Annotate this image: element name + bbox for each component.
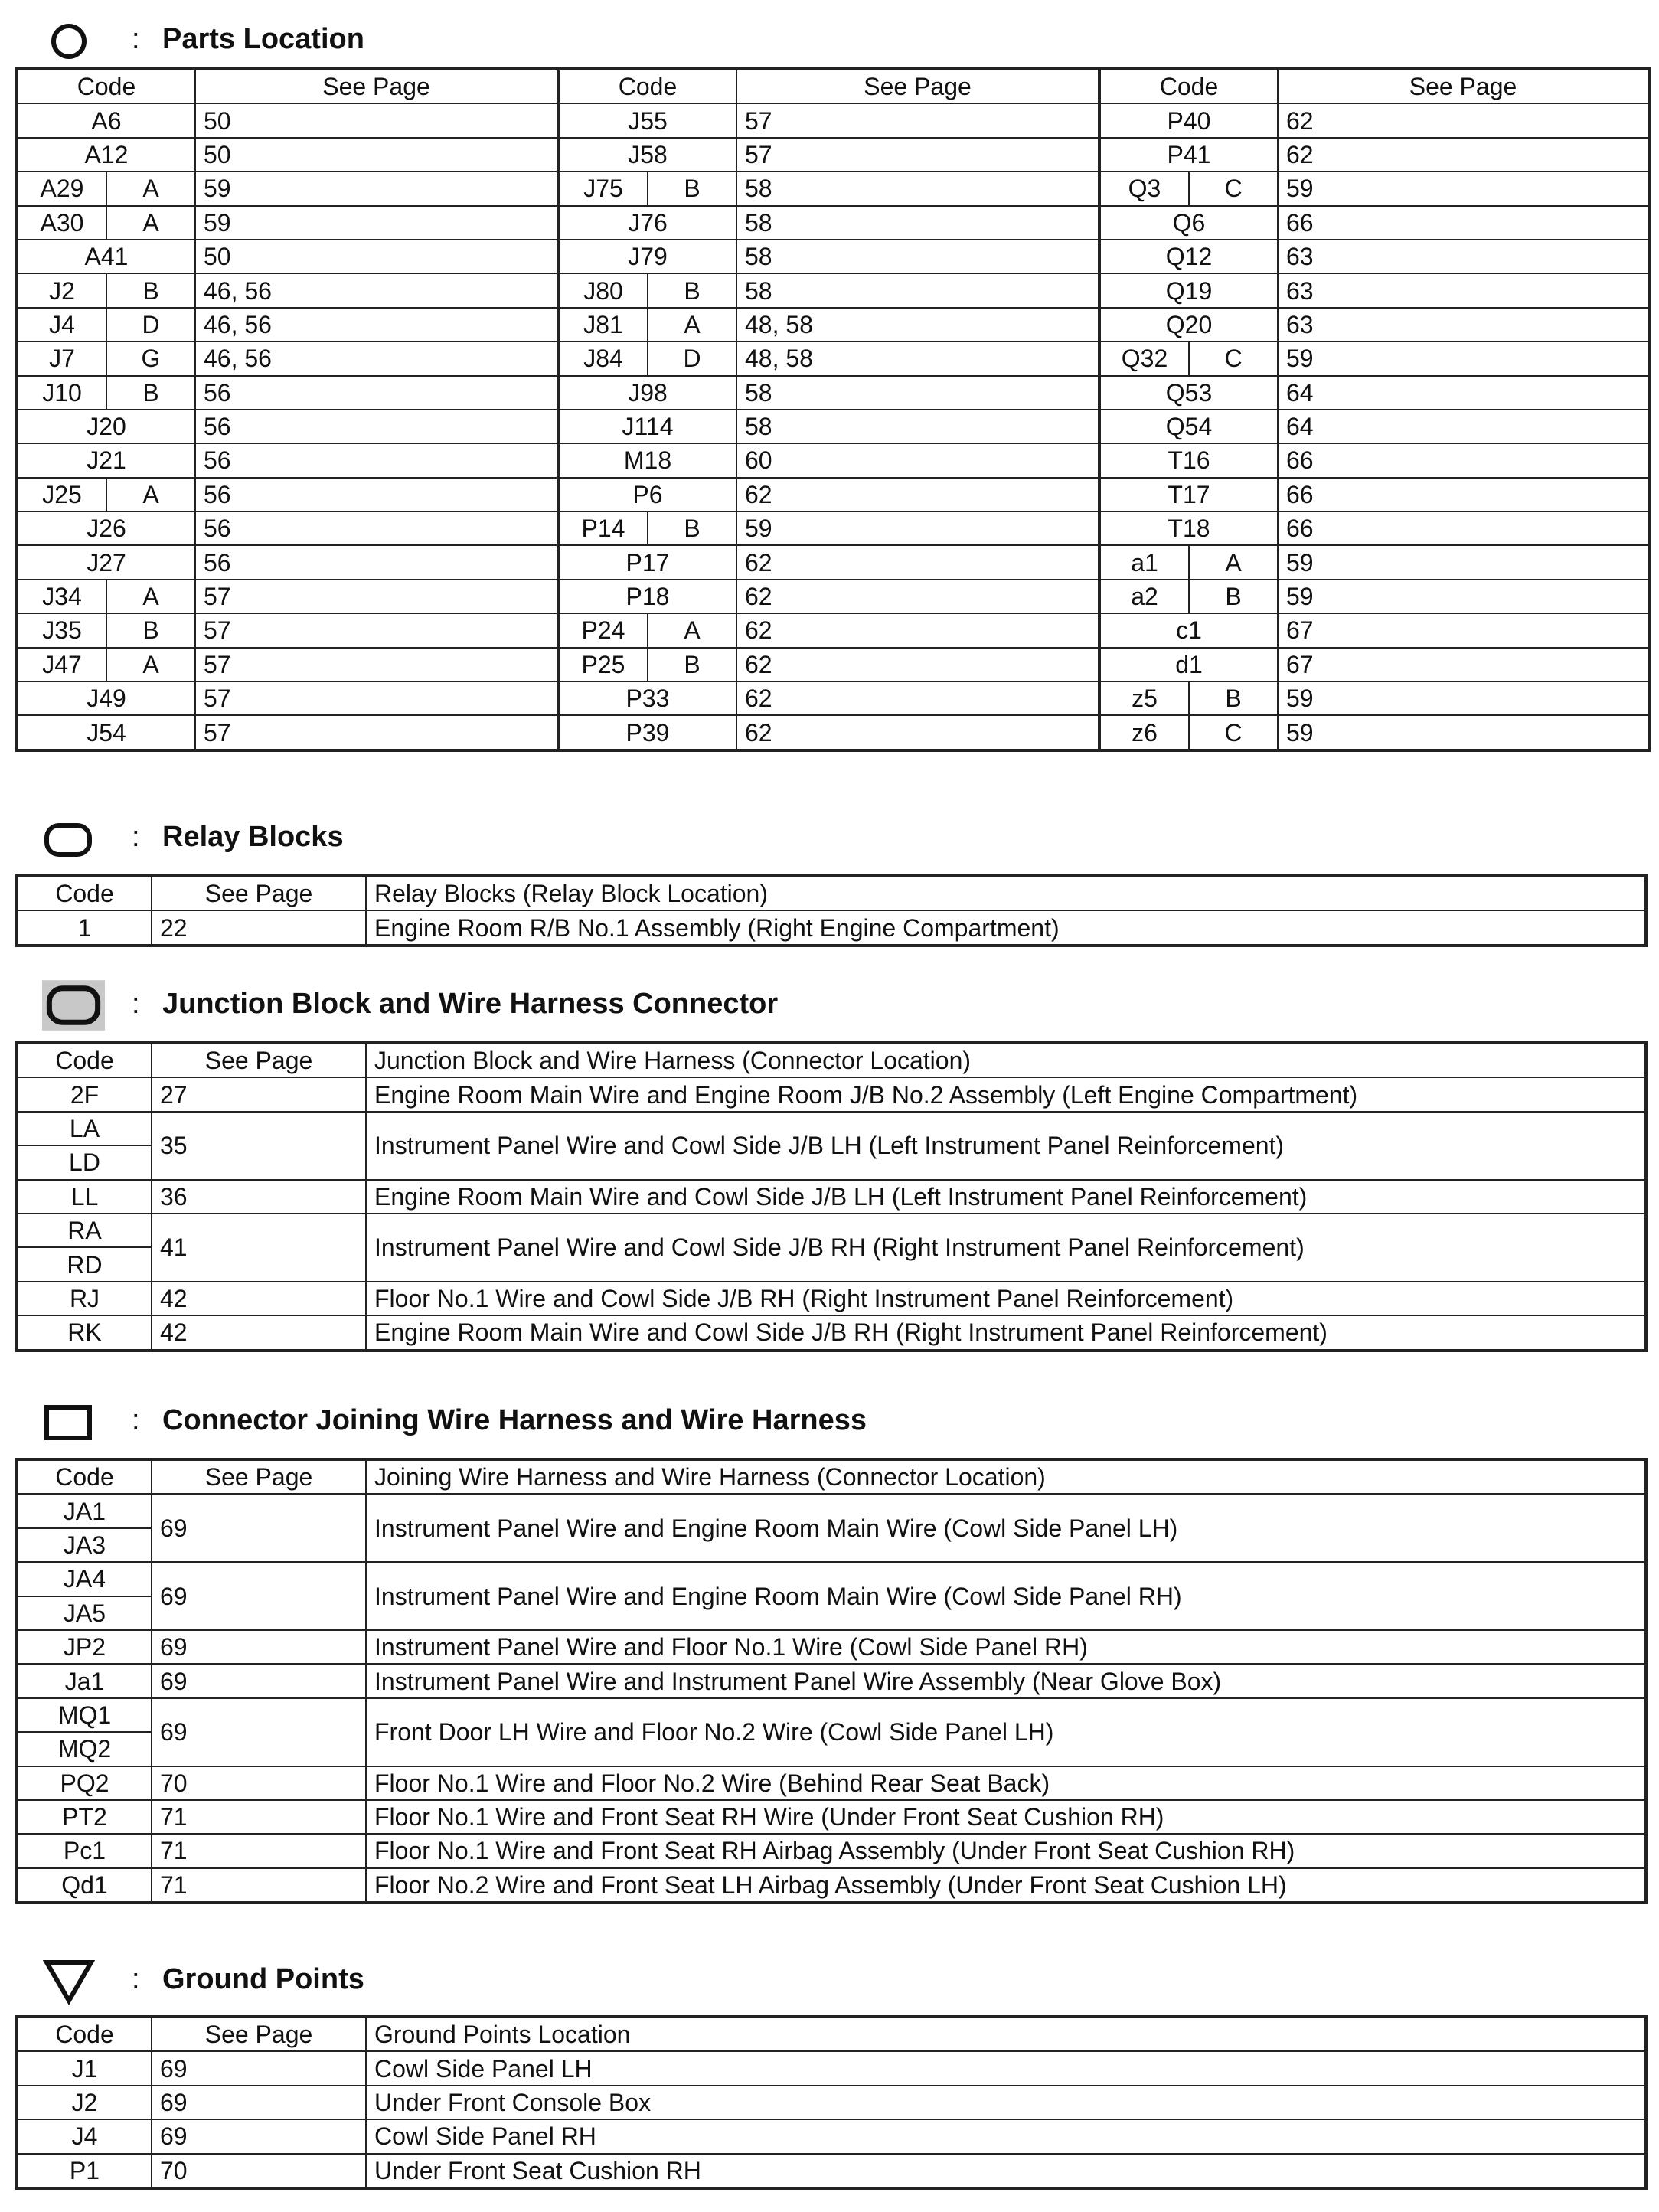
connector-code: Qd1	[17, 1868, 152, 1903]
part-code: P41	[1099, 138, 1278, 172]
part-code: J21	[17, 443, 195, 477]
colon: :	[132, 1404, 140, 1436]
part-code: J49	[17, 681, 195, 715]
part-see-page: 46, 56	[195, 308, 558, 341]
part-see-page: 59	[1278, 341, 1649, 375]
part-code: J98	[558, 376, 736, 410]
part-code: J4	[17, 308, 106, 341]
part-code: J76	[558, 206, 736, 240]
part-code: J26	[17, 511, 195, 545]
part-code: T18	[1099, 511, 1278, 545]
table-row	[17, 1214, 1646, 1247]
part-see-page: 60	[736, 443, 1099, 477]
see-page: 70	[152, 2154, 366, 2188]
connector-code: MQ1	[17, 1698, 152, 1732]
part-code: Q6	[1099, 206, 1278, 240]
part-see-page: 62	[1278, 138, 1649, 172]
part-code: A30	[17, 206, 106, 240]
column-header-code: Code	[17, 69, 195, 103]
connector-code: JA3	[17, 1528, 152, 1562]
location-description: Instrument Panel Wire and Instrument Panel Wire Assembly (Near Glove Box)	[366, 1664, 1646, 1697]
connector-joining-table	[15, 1458, 1648, 1904]
shaded-rounded-rect-icon	[42, 979, 105, 1032]
colon: :	[132, 23, 140, 55]
section-title: Parts Location	[162, 23, 364, 55]
table-row	[17, 2086, 1646, 2119]
part-see-page: 67	[1278, 648, 1649, 681]
part-connector-letter: B	[1189, 681, 1278, 715]
table-row	[17, 1112, 1646, 1145]
part-code: J27	[17, 545, 195, 579]
connector-code: RD	[17, 1247, 152, 1281]
table-row	[17, 1664, 1646, 1697]
connector-code: RJ	[17, 1282, 152, 1315]
table-row	[17, 240, 1649, 273]
part-code: P18	[558, 580, 736, 613]
part-connector-letter: C	[1189, 715, 1278, 750]
table-row	[17, 1077, 1646, 1111]
part-code: J20	[17, 410, 195, 443]
see-page: 69	[152, 1494, 366, 1562]
table-row	[17, 138, 1649, 172]
see-page: 71	[152, 1834, 366, 1867]
table-row	[17, 1868, 1646, 1903]
part-code: J7	[17, 341, 106, 375]
parts-location-table	[15, 67, 1651, 752]
part-code: J75	[558, 172, 648, 205]
connector-code: LL	[17, 1180, 152, 1214]
rectangle-icon	[42, 1401, 96, 1444]
part-see-page: 62	[1278, 103, 1649, 137]
part-see-page: 62	[736, 715, 1099, 750]
part-code: M18	[558, 443, 736, 477]
part-see-page: 63	[1278, 273, 1649, 307]
connector-code: MQ2	[17, 1732, 152, 1766]
part-see-page: 46, 56	[195, 341, 558, 375]
part-see-page: 58	[736, 410, 1099, 443]
part-connector-letter: A	[106, 172, 195, 205]
part-connector-letter: D	[648, 341, 736, 375]
ground-points-table	[15, 2015, 1648, 2190]
part-see-page: 58	[736, 376, 1099, 410]
header-row	[17, 1043, 1646, 1077]
column-header-see-page: See Page	[152, 2017, 366, 2051]
section-title: Junction Block and Wire Harness Connector	[162, 988, 779, 1020]
table-row	[17, 2051, 1646, 2085]
see-page: 22	[152, 910, 366, 945]
location-description: Front Door LH Wire and Floor No.2 Wire (Cowl Side Panel LH)	[366, 1698, 1646, 1766]
section-title: Relay Blocks	[162, 821, 344, 853]
table-row	[17, 172, 1649, 205]
connector-code: PT2	[17, 1800, 152, 1834]
location-description: Engine Room Main Wire and Cowl Side J/B RH (Right Instrument Panel Reinforcement)	[366, 1315, 1646, 1350]
part-code: J54	[17, 715, 195, 750]
part-see-page: 62	[736, 478, 1099, 511]
table-row	[17, 1834, 1646, 1867]
part-see-page: 59	[1278, 580, 1649, 613]
header-row	[17, 69, 1649, 103]
table-row	[17, 2154, 1646, 2188]
part-connector-letter: B	[106, 273, 195, 307]
connector-code: P1	[17, 2154, 152, 2188]
location-description: Cowl Side Panel RH	[366, 2119, 1646, 2153]
table-row	[17, 443, 1649, 477]
connector-code: RK	[17, 1315, 152, 1350]
table-row	[17, 478, 1649, 511]
part-see-page: 59	[1278, 545, 1649, 579]
part-see-page: 46, 56	[195, 273, 558, 307]
table-row	[17, 2119, 1646, 2153]
see-page: 69	[152, 2051, 366, 2085]
column-header-see-page: See Page	[152, 1043, 366, 1077]
table-row	[17, 1315, 1646, 1350]
column-header-location: Joining Wire Harness and Wire Harness (Connector Location)	[366, 1459, 1646, 1494]
column-header-code: Code	[558, 69, 736, 103]
part-code: Q53	[1099, 376, 1278, 410]
see-page: 27	[152, 1077, 366, 1111]
part-code: J79	[558, 240, 736, 273]
part-code: J84	[558, 341, 648, 375]
part-code: J81	[558, 308, 648, 341]
part-connector-letter: B	[648, 648, 736, 681]
part-code: P24	[558, 613, 648, 647]
section-title: Ground Points	[162, 1963, 364, 1995]
part-code: P40	[1099, 103, 1278, 137]
see-page: 69	[152, 1664, 366, 1697]
part-code: d1	[1099, 648, 1278, 681]
table-row	[17, 1494, 1646, 1527]
part-connector-letter: A	[648, 613, 736, 647]
location-description: Instrument Panel Wire and Floor No.1 Wire (Cowl Side Panel RH)	[366, 1630, 1646, 1664]
column-header-code: Code	[17, 2017, 152, 2051]
location-description: Floor No.2 Wire and Front Seat LH Airbag Assembly (Under Front Seat Cushion LH)	[366, 1868, 1646, 1903]
part-see-page: 57	[195, 715, 558, 750]
table-row	[17, 648, 1649, 681]
part-see-page: 57	[195, 580, 558, 613]
part-see-page: 66	[1278, 443, 1649, 477]
part-see-page: 50	[195, 240, 558, 273]
part-see-page: 62	[736, 681, 1099, 715]
table-row	[17, 910, 1646, 945]
part-see-page: 59	[195, 172, 558, 205]
part-see-page: 57	[195, 613, 558, 647]
part-code: A12	[17, 138, 195, 172]
part-connector-letter: B	[648, 172, 736, 205]
part-see-page: 57	[195, 681, 558, 715]
part-connector-letter: C	[1189, 341, 1278, 375]
table-row	[17, 410, 1649, 443]
location-description: Under Front Seat Cushion RH	[366, 2154, 1646, 2188]
table-row	[17, 715, 1649, 750]
part-connector-letter: G	[106, 341, 195, 375]
part-see-page: 59	[1278, 172, 1649, 205]
table-row	[17, 580, 1649, 613]
part-code: J47	[17, 648, 106, 681]
part-connector-letter: A	[106, 648, 195, 681]
connector-code: RA	[17, 1214, 152, 1247]
part-see-page: 48, 58	[736, 341, 1099, 375]
part-see-page: 50	[195, 103, 558, 137]
header-row	[17, 2017, 1646, 2051]
part-connector-letter: A	[1189, 545, 1278, 579]
column-header-see-page: See Page	[195, 69, 558, 103]
column-header-code: Code	[17, 1043, 152, 1077]
part-code: J58	[558, 138, 736, 172]
table-row	[17, 1766, 1646, 1800]
part-code: J25	[17, 478, 106, 511]
part-code: J35	[17, 613, 106, 647]
connector-code: PQ2	[17, 1766, 152, 1800]
part-see-page: 48, 58	[736, 308, 1099, 341]
table-row	[17, 545, 1649, 579]
part-see-page: 59	[195, 206, 558, 240]
part-code: P17	[558, 545, 736, 579]
column-header-see-page: See Page	[152, 876, 366, 910]
rounded-rect-icon	[42, 818, 96, 861]
connector-code: LD	[17, 1145, 152, 1179]
part-see-page: 50	[195, 138, 558, 172]
part-see-page: 62	[736, 648, 1099, 681]
part-code: P39	[558, 715, 736, 750]
part-see-page: 58	[736, 172, 1099, 205]
part-see-page: 63	[1278, 308, 1649, 341]
see-page: 71	[152, 1868, 366, 1903]
section-title: Connector Joining Wire Harness and Wire Harness	[162, 1404, 867, 1436]
part-code: J114	[558, 410, 736, 443]
see-page: 69	[152, 1630, 366, 1664]
table-row	[17, 1562, 1646, 1596]
part-see-page: 62	[736, 545, 1099, 579]
part-code: Q3	[1099, 172, 1189, 205]
part-code: Q12	[1099, 240, 1278, 273]
part-connector-letter: A	[648, 308, 736, 341]
part-see-page: 66	[1278, 478, 1649, 511]
location-description: Instrument Panel Wire and Engine Room Main Wire (Cowl Side Panel LH)	[366, 1494, 1646, 1562]
part-see-page: 56	[195, 443, 558, 477]
part-code: P33	[558, 681, 736, 715]
part-see-page: 64	[1278, 376, 1649, 410]
part-code: a2	[1099, 580, 1189, 613]
table-row	[17, 103, 1649, 137]
part-code: J34	[17, 580, 106, 613]
part-code: P25	[558, 648, 648, 681]
location-description: Instrument Panel Wire and Engine Room Main Wire (Cowl Side Panel RH)	[366, 1562, 1646, 1630]
location-description: Floor No.1 Wire and Front Seat RH Wire (Under Front Seat Cushion RH)	[366, 1800, 1646, 1834]
table-row	[17, 308, 1649, 341]
connector-code: Ja1	[17, 1664, 152, 1697]
location-description: Engine Room R/B No.1 Assembly (Right Engine Compartment)	[366, 910, 1646, 945]
see-page: 42	[152, 1282, 366, 1315]
table-row	[17, 206, 1649, 240]
column-header-location: Junction Block and Wire Harness (Connector Location)	[366, 1043, 1646, 1077]
part-code: z6	[1099, 715, 1189, 750]
part-see-page: 67	[1278, 613, 1649, 647]
part-code: c1	[1099, 613, 1278, 647]
connector-code: 1	[17, 910, 152, 945]
see-page: 69	[152, 2119, 366, 2153]
part-code: Q19	[1099, 273, 1278, 307]
part-see-page: 59	[1278, 681, 1649, 715]
table-row	[17, 511, 1649, 545]
location-description: Instrument Panel Wire and Cowl Side J/B RH (Right Instrument Panel Reinforcement)	[366, 1214, 1646, 1282]
see-page: 69	[152, 1562, 366, 1630]
part-code: a1	[1099, 545, 1189, 579]
part-code: A6	[17, 103, 195, 137]
location-description: Cowl Side Panel LH	[366, 2051, 1646, 2085]
junction-block-table	[15, 1041, 1648, 1352]
header-row	[17, 1459, 1646, 1494]
part-code: J10	[17, 376, 106, 410]
part-connector-letter: C	[1189, 172, 1278, 205]
part-see-page: 59	[736, 511, 1099, 545]
part-connector-letter: B	[648, 273, 736, 307]
part-see-page: 59	[1278, 715, 1649, 750]
triangle-down-icon	[42, 1957, 96, 2005]
part-code: Q54	[1099, 410, 1278, 443]
column-header-code: Code	[17, 1459, 152, 1494]
see-page: 41	[152, 1214, 366, 1282]
part-see-page: 62	[736, 613, 1099, 647]
connector-code: JP2	[17, 1630, 152, 1664]
part-connector-letter: A	[106, 478, 195, 511]
location-description: Floor No.1 Wire and Front Seat RH Airbag Assembly (Under Front Seat Cushion RH)	[366, 1834, 1646, 1867]
see-page: 70	[152, 1766, 366, 1800]
part-see-page: 63	[1278, 240, 1649, 273]
location-description: Floor No.1 Wire and Cowl Side J/B RH (Right Instrument Panel Reinforcement)	[366, 1282, 1646, 1315]
part-code: z5	[1099, 681, 1189, 715]
part-see-page: 58	[736, 206, 1099, 240]
part-see-page: 62	[736, 580, 1099, 613]
part-connector-letter: A	[106, 206, 195, 240]
part-see-page: 58	[736, 273, 1099, 307]
part-code: A41	[17, 240, 195, 273]
part-see-page: 57	[736, 138, 1099, 172]
column-header-code: Code	[17, 876, 152, 910]
part-see-page: 58	[736, 240, 1099, 273]
part-code: T17	[1099, 478, 1278, 511]
column-header-code: Code	[1099, 69, 1278, 103]
column-header-see-page: See Page	[152, 1459, 366, 1494]
part-see-page: 57	[195, 648, 558, 681]
column-header-see-page: See Page	[736, 69, 1099, 103]
table-row	[17, 681, 1649, 715]
part-connector-letter: B	[106, 613, 195, 647]
part-connector-letter: B	[106, 376, 195, 410]
table-row	[17, 1180, 1646, 1214]
part-see-page: 56	[195, 545, 558, 579]
part-code: Q32	[1099, 341, 1189, 375]
location-description: Under Front Console Box	[366, 2086, 1646, 2119]
connector-code: 2F	[17, 1077, 152, 1111]
part-code: P6	[558, 478, 736, 511]
connector-code: LA	[17, 1112, 152, 1145]
relay-blocks-table	[15, 874, 1648, 947]
column-header-location: Ground Points Location	[366, 2017, 1646, 2051]
location-description: Engine Room Main Wire and Cowl Side J/B LH (Left Instrument Panel Reinforcement)	[366, 1180, 1646, 1214]
part-code: P14	[558, 511, 648, 545]
see-page: 36	[152, 1180, 366, 1214]
part-see-page: 66	[1278, 511, 1649, 545]
header-row	[17, 876, 1646, 910]
connector-code: JA4	[17, 1562, 152, 1596]
table-row	[17, 273, 1649, 307]
part-see-page: 56	[195, 478, 558, 511]
part-code: A29	[17, 172, 106, 205]
part-see-page: 64	[1278, 410, 1649, 443]
circle-icon	[42, 20, 96, 63]
see-page: 69	[152, 2086, 366, 2119]
see-page: 69	[152, 1698, 366, 1766]
connector-code: Pc1	[17, 1834, 152, 1867]
table-row	[17, 341, 1649, 375]
table-row	[17, 1800, 1646, 1834]
colon: :	[132, 988, 140, 1020]
table-row	[17, 1630, 1646, 1664]
part-connector-letter: B	[1189, 580, 1278, 613]
see-page: 42	[152, 1315, 366, 1350]
connector-code: J1	[17, 2051, 152, 2085]
column-header-see-page: See Page	[1278, 69, 1649, 103]
part-see-page: 57	[736, 103, 1099, 137]
table-row	[17, 613, 1649, 647]
table-row	[17, 1282, 1646, 1315]
part-see-page: 56	[195, 376, 558, 410]
see-page: 71	[152, 1800, 366, 1834]
part-connector-letter: D	[106, 308, 195, 341]
location-description: Engine Room Main Wire and Engine Room J/B No.2 Assembly (Left Engine Compartment)	[366, 1077, 1646, 1111]
see-page: 35	[152, 1112, 366, 1180]
part-see-page: 56	[195, 410, 558, 443]
connector-code: JA5	[17, 1596, 152, 1630]
connector-code: JA1	[17, 1494, 152, 1527]
colon: :	[132, 1963, 140, 1995]
part-see-page: 56	[195, 511, 558, 545]
location-description: Instrument Panel Wire and Cowl Side J/B LH (Left Instrument Panel Reinforcement)	[366, 1112, 1646, 1180]
part-code: Q20	[1099, 308, 1278, 341]
column-header-location: Relay Blocks (Relay Block Location)	[366, 876, 1646, 910]
part-code: T16	[1099, 443, 1278, 477]
part-connector-letter: A	[106, 580, 195, 613]
location-description: Floor No.1 Wire and Floor No.2 Wire (Behind Rear Seat Back)	[366, 1766, 1646, 1800]
part-code: J55	[558, 103, 736, 137]
part-code: J2	[17, 273, 106, 307]
connector-code: J4	[17, 2119, 152, 2153]
part-connector-letter: B	[648, 511, 736, 545]
table-row	[17, 1698, 1646, 1732]
part-see-page: 66	[1278, 206, 1649, 240]
table-row	[17, 376, 1649, 410]
connector-code: J2	[17, 2086, 152, 2119]
part-code: J80	[558, 273, 648, 307]
colon: :	[132, 821, 140, 853]
